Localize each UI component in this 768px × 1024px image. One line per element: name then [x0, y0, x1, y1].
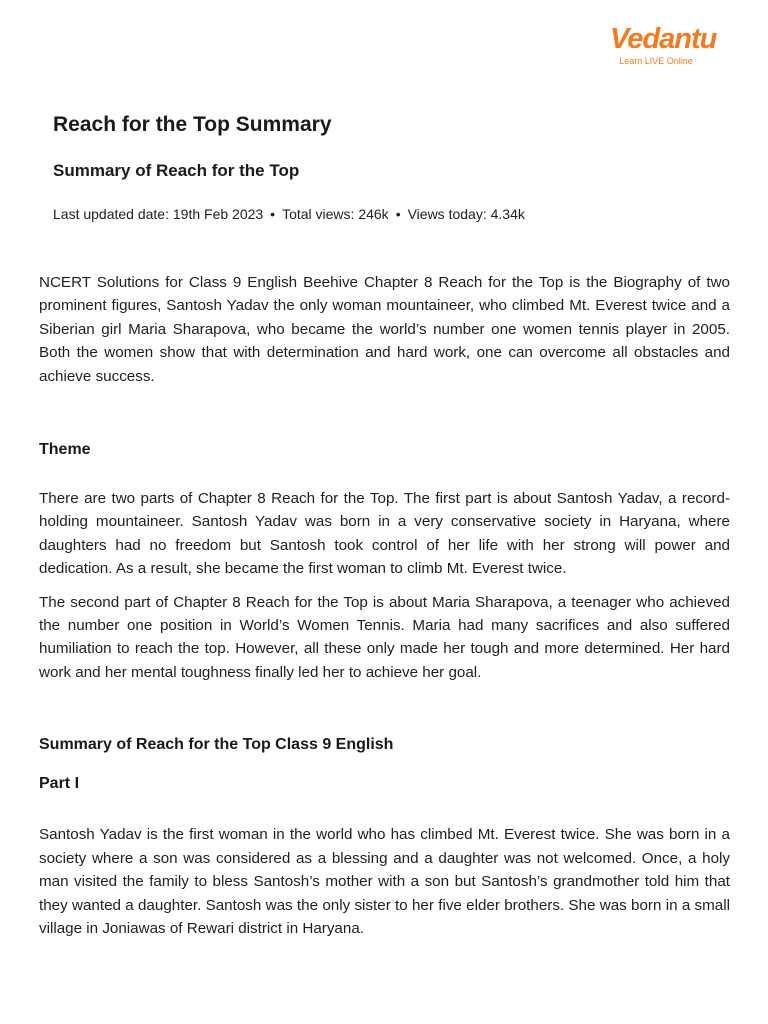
page-meta: [53, 205, 713, 223]
last-updated-date: Last updated date: 19th Feb 2023: [53, 206, 264, 222]
page-header: [53, 112, 713, 223]
total-views: Total views: 246k: [282, 206, 389, 222]
part-1-heading: Part I: [39, 775, 80, 793]
logo-tagline: Learn LIVE Online: [619, 56, 693, 66]
theme-heading: Theme: [39, 441, 91, 459]
page-subtitle: Summary of Reach for the Top: [53, 161, 300, 180]
theme-paragraph-2: The second part of Chapter 8 Reach for the Top is about Maria Sharapova, a teenager who achieved the number one position in World’s Women Tennis. Maria had many sacrifices and also suffered humiliation to reach the top. However, all these only made her tough and more determined. Her hard work and her mental toughness finally led her to achieve her goal.: [39, 593, 730, 681]
theme-paragraph-1: There are two parts of Chapter 8 Reach for the Top. The first part is about Santosh Yadav, a record-holding mountaineer. Santosh Yadav was born in a very conservative society in Haryana, where daughters had no freedom but Santosh took control of her life with her strong will power and dedication. As a result, she became the first woman to climb Mt. Everest twice.: [39, 490, 730, 578]
logo-wordmark: Vedantu: [610, 23, 717, 55]
vedantu-logo[interactable]: [610, 22, 717, 66]
part-1-paragraph-1: Santosh Yadav is the first woman in the world who has climbed Mt. Everest twice. She was born in a society where a son was considered as a blessing and a daughter was not welcomed. Once, a holy man visited the family to bless Santosh’s mother with a son but Santosh’s grandmother told him that they wanted a daughter. Santosh was the only sister to her five elder brothers. She was born in a small village in Joniawas of Rewari district in Haryana.: [39, 826, 730, 937]
views-today: Views today: 4.34k: [407, 206, 525, 222]
article-body: [39, 271, 730, 940]
page-title: Reach for the Top Summary: [53, 113, 332, 136]
intro-paragraph: NCERT Solutions for Class 9 English Beehive Chapter 8 Reach for the Top is the Biography of two prominent figures, Santosh Yadav the only woman mountaineer, who climbed Mt. Everest twice and a Siberian girl Maria Sharapova, who became the world’s number one women tennis player in 2005. Both the women show that with determination and hard work, one can overcome all obstacles and achieve success.: [39, 274, 730, 385]
meta-separator: •: [395, 206, 401, 222]
meta-separator: •: [270, 206, 276, 222]
summary-heading: Summary of Reach for the Top Class 9 English: [39, 736, 394, 754]
